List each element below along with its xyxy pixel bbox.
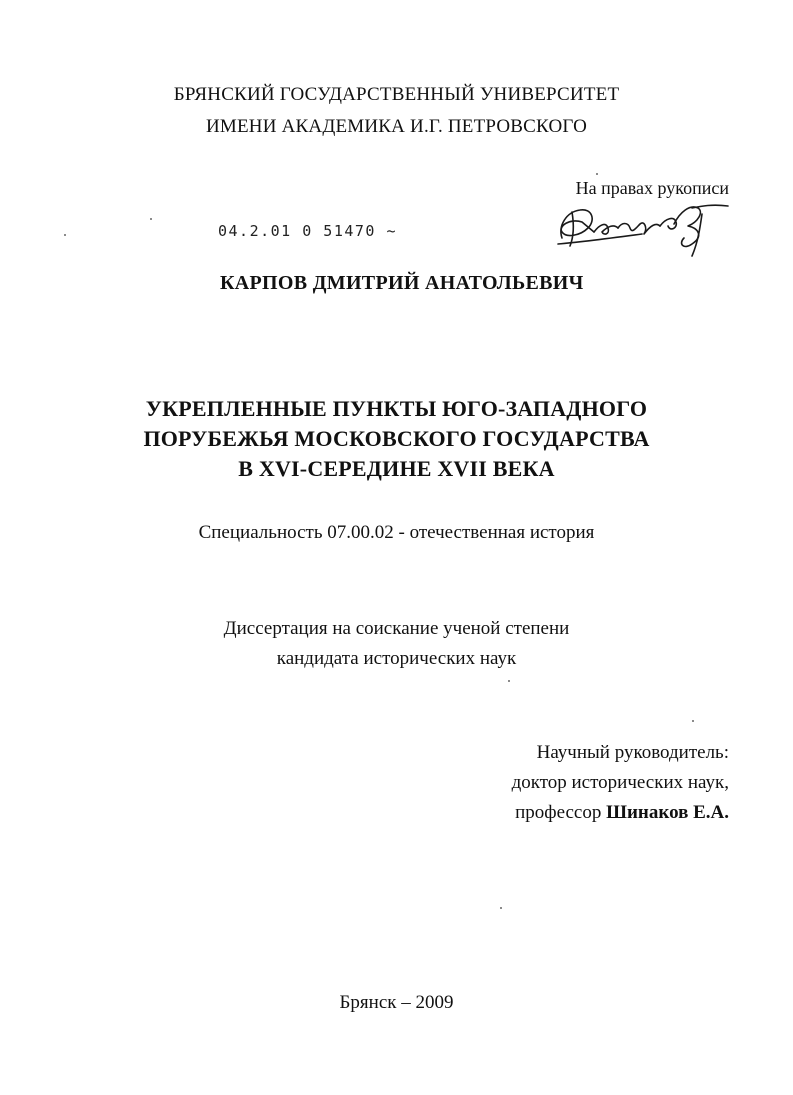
city-year: Брянск – 2009: [339, 992, 454, 1013]
specialty-line: Специальность 07.00.02 - отечественная история: [198, 522, 595, 543]
dissertation-title-line3: В XVI-СЕРЕДИНЕ XVII ВЕКА: [238, 456, 555, 481]
university-name-line1: БРЯНСКИЙ ГОСУДАРСТВЕННЫЙ УНИВЕРСИТЕТ: [173, 84, 620, 105]
supervisor-name-line: [515, 802, 729, 824]
handwritten-signature: [552, 198, 742, 264]
degree-statement-line1: Диссертация на соискание ученой степени: [223, 618, 570, 639]
scan-speck: [508, 680, 510, 682]
manuscript-rights-note: На правах рукописи: [575, 178, 729, 198]
scan-speck: [64, 234, 66, 236]
supervisor-title: профессор: [515, 802, 607, 823]
dissertation-title-line2: ПОРУБЕЖЬЯ МОСКОВСКОГО ГОСУДАРСТВА: [143, 426, 650, 451]
university-name-line2: ИМЕНИ АКАДЕМИКА И.Г. ПЕТРОВСКОГО: [205, 116, 588, 137]
degree-statement-line2: кандидата исторических наук: [276, 648, 517, 669]
author-name: КАРПОВ ДМИТРИЙ АНАТОЛЬЕВИЧ: [220, 272, 584, 294]
scan-speck: [596, 173, 598, 175]
scan-speck: [500, 907, 502, 909]
supervisor-label: Научный руководитель:: [536, 742, 729, 763]
supervisor-degree: доктор исторических наук,: [511, 772, 729, 793]
archive-code: 04.2.01 0 51470 ~: [218, 222, 398, 240]
dissertation-title-line1: УКРЕПЛЕННЫЕ ПУНКТЫ ЮГО-ЗАПАДНОГО: [145, 396, 648, 421]
supervisor-name: Шинаков Е.А.: [606, 802, 729, 823]
scan-speck: [150, 218, 152, 220]
scan-speck: [692, 720, 694, 722]
